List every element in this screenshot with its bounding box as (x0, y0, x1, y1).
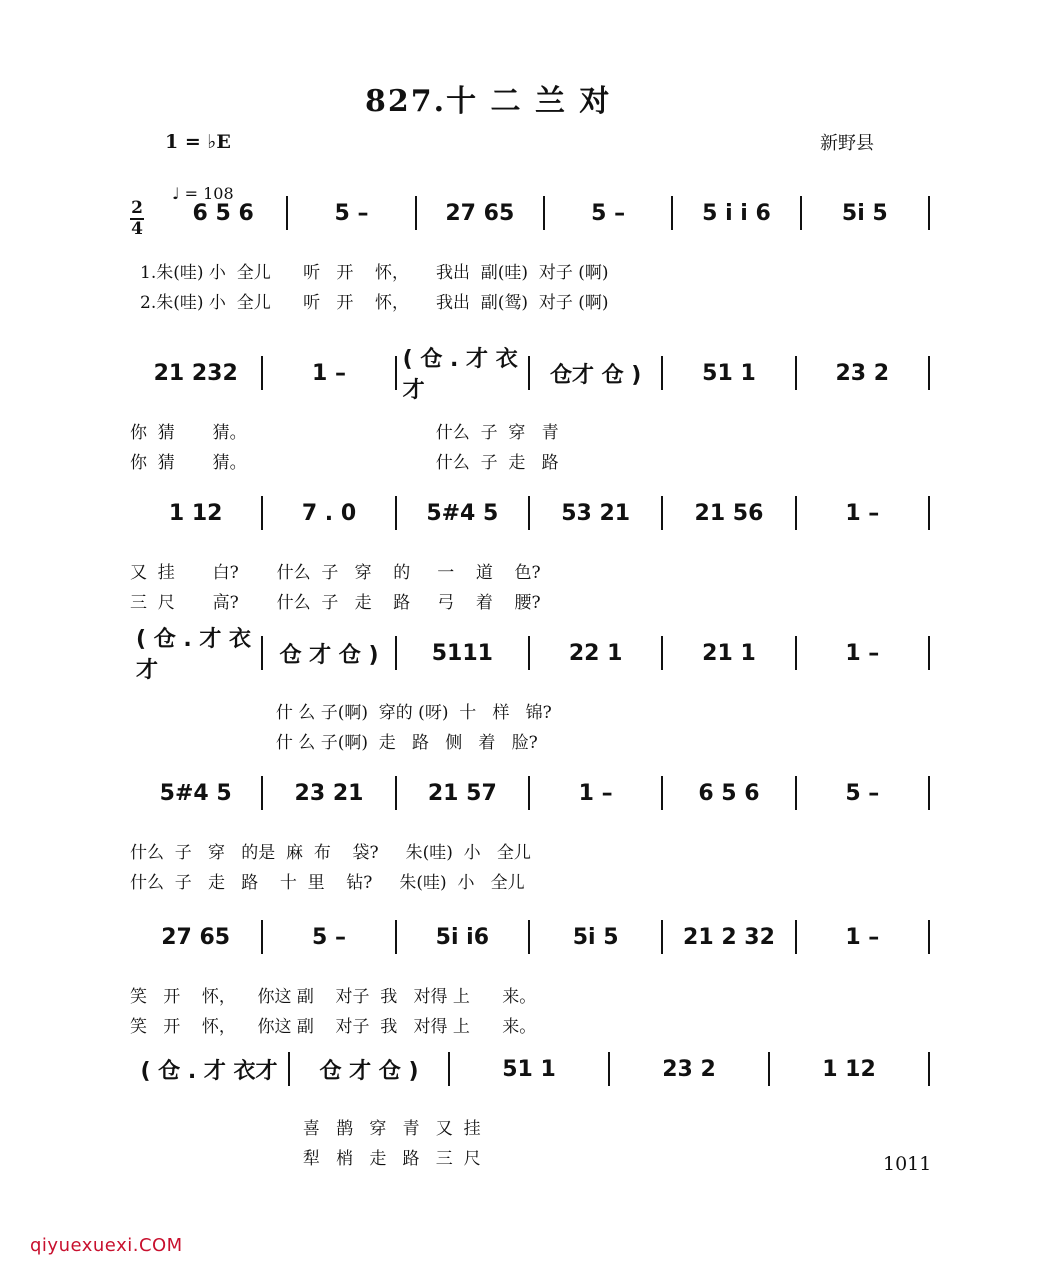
lyric-line: 你 猜 猜。 什么 子 穿 青 (130, 423, 559, 443)
measure: 7 . 0 (263, 496, 396, 530)
measure: 5#4 5 (130, 776, 263, 810)
measure: 21 57 (397, 776, 530, 810)
measure: ( 仓 . 才 衣才 (130, 1052, 290, 1086)
measure: 仓 才 仓 ) (263, 636, 396, 670)
measure: 5i i6 (397, 920, 530, 954)
notation-line (130, 627, 930, 683)
measure: 23 2 (797, 356, 930, 390)
time-signature-bottom: 4 (131, 219, 143, 239)
measure: 53 21 (530, 496, 663, 530)
measure: 5 – (263, 920, 396, 954)
time-signature (130, 200, 144, 238)
measure: 1 – (797, 496, 930, 530)
measure: 5i 5 (802, 196, 930, 230)
lyric-line: 什 么 子(啊) 走 路 侧 着 脸? (130, 733, 538, 753)
notation-line (130, 1052, 930, 1086)
measure: 仓才 仓 ) (530, 356, 663, 390)
lyric-line: 什么 子 走 路 十 里 钻? 朱(哇) 小 全儿 (130, 873, 525, 893)
key-signature: 1 = ♭E (165, 131, 231, 153)
measure: 21 1 (663, 636, 796, 670)
tempo-marking: ♩ = 108 (172, 184, 234, 203)
lyric-line: 2.朱(哇) 小 全儿 听 开 怀， 我出 副(鸳) 对子 (啊) (140, 293, 609, 313)
measure: 5111 (397, 636, 530, 670)
watermark: qiyuexuexi.COM (30, 1235, 183, 1256)
notation-line (130, 776, 930, 810)
lyric-line: 笑 开 怀， 你这 副 对子 我 对得 上 来。 (130, 987, 537, 1007)
measure: 27 65 (417, 196, 545, 230)
lyric-line: 什 么 子(啊) 穿的 (呀) 十 样 锦? (130, 703, 552, 723)
region-label: 新野县 (820, 133, 874, 154)
lyric-line: 1.朱(哇) 小 全儿 听 开 怀， 我出 副(哇) 对子 (啊) (140, 263, 609, 283)
measure: 6 5 6 (663, 776, 796, 810)
measure: 5 i i 6 (673, 196, 801, 230)
notation-line (160, 196, 930, 230)
notation-line (130, 496, 930, 530)
measure: 22 1 (530, 636, 663, 670)
measure: 21 2 32 (663, 920, 796, 954)
lyric-line: 什么 子 穿 的是 麻 布 袋? 朱(哇) 小 全儿 (130, 843, 531, 863)
measure: 21 56 (663, 496, 796, 530)
measure: 51 1 (663, 356, 796, 390)
lyric-line: 三 尺 高? 什么 子 走 路 弓 着 腰? (130, 593, 541, 613)
notation-line (130, 920, 930, 954)
measure: 21 232 (130, 356, 263, 390)
page-number: 1011 (883, 1153, 932, 1175)
notation-line (130, 347, 930, 403)
lyric-line: 喜 鹊 穿 青 又 挂 (130, 1119, 481, 1139)
measure: 5#4 5 (397, 496, 530, 530)
measure: 1 – (797, 636, 930, 670)
measure: 6 5 6 (160, 196, 288, 230)
lyric-line: 犁 梢 走 路 三 尺 (130, 1149, 481, 1169)
measure: 1 12 (130, 496, 263, 530)
measure: 27 65 (130, 920, 263, 954)
measure: 5 – (545, 196, 673, 230)
measure: 1 – (530, 776, 663, 810)
measure: 23 2 (610, 1052, 770, 1086)
measure: 1 – (263, 356, 396, 390)
measure: 5 – (288, 196, 416, 230)
measure: 51 1 (450, 1052, 610, 1086)
measure: 仓 才 仓 ) (290, 1052, 450, 1086)
lyric-line: 你 猜 猜。 什么 子 走 路 (130, 453, 559, 473)
lyric-line: 又 挂 白? 什么 子 穿 的 一 道 色? (130, 563, 541, 583)
measure: ( 仓 . 才 衣才 (397, 356, 530, 390)
time-signature-top: 2 (131, 198, 143, 218)
measure: ( 仓 . 才 衣才 (130, 636, 263, 670)
measure: 1 – (797, 920, 930, 954)
song-title: 827.十 二 兰 对 (365, 84, 612, 119)
measure: 5 – (797, 776, 930, 810)
measure: 1 12 (770, 1052, 930, 1086)
measure: 23 21 (263, 776, 396, 810)
lyric-line: 笑 开 怀， 你这 副 对子 我 对得 上 来。 (130, 1017, 537, 1037)
measure: 5i 5 (530, 920, 663, 954)
